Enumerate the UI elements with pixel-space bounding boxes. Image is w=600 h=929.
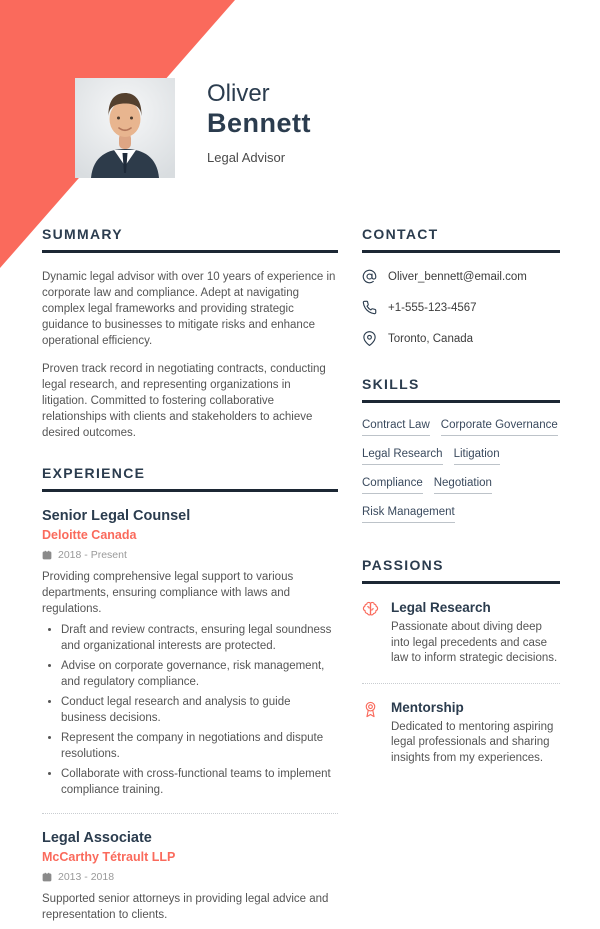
experience-job-2 bbox=[42, 830, 338, 923]
passion-description: Dedicated to mentoring aspiring legal professionals and sharing insights from my experiences. bbox=[391, 720, 554, 764]
award-icon bbox=[362, 701, 379, 723]
summary-section bbox=[42, 226, 338, 441]
summary-paragraph: Dynamic legal advisor with over 10 years of experience in corporate law and compliance. Adept at navigating complex legal frameworks and providing strategic guidance to businesses to mitigate risks and enhance operational efficiency. bbox=[42, 271, 336, 347]
header-job-title: Legal Advisor bbox=[207, 149, 286, 165]
passion-description: Passionate about diving deep into legal precedents and case law to inform strategic decisions. bbox=[391, 621, 558, 664]
job-bullet-list bbox=[61, 623, 338, 798]
phone-icon bbox=[362, 300, 377, 315]
summary-paragraph: Proven track record in negotiating contracts, conducting legal research, and representing organizations in litigation. Committed to fostering collaborative relationships with clients and stakeholders to achieve desired outcomes. bbox=[42, 363, 326, 439]
job-title: Legal Associate bbox=[42, 830, 152, 846]
contact-section bbox=[362, 226, 560, 346]
header-name-block bbox=[207, 80, 311, 165]
passion-body bbox=[391, 600, 560, 667]
passion-title: Legal Research bbox=[391, 600, 491, 615]
passion-item-2 bbox=[362, 700, 560, 767]
job-company: McCarthy Tétrault LLP bbox=[42, 850, 176, 864]
contact-email-row bbox=[362, 269, 560, 284]
skill-chip: Legal Research bbox=[362, 448, 443, 465]
contact-location: Toronto, Canada bbox=[388, 332, 474, 345]
job-bullet: • Conduct legal research and analysis to guide business decisions. bbox=[61, 695, 338, 726]
job-dates-row bbox=[42, 871, 338, 883]
section-rule bbox=[362, 581, 560, 584]
calendar-icon bbox=[42, 550, 52, 560]
experience-section bbox=[42, 465, 338, 923]
job-description: Providing comprehensive legal support to various departments, ensuring compliance with laws and regulations. bbox=[42, 571, 294, 615]
job-bullet: • Collaborate with cross-functional teams to implement compliance training. bbox=[61, 767, 338, 798]
summary-heading: SUMMARY bbox=[42, 226, 123, 242]
contact-location-row bbox=[362, 331, 560, 346]
last-name: Bennett bbox=[207, 107, 311, 138]
passion-body bbox=[391, 700, 560, 767]
dotted-divider bbox=[362, 683, 560, 684]
dotted-divider bbox=[42, 813, 338, 814]
job-description: Supported senior attorneys in providing legal advice and representation to clients. bbox=[42, 893, 329, 921]
left-column bbox=[42, 226, 338, 929]
first-name: Oliver bbox=[207, 80, 270, 107]
section-rule bbox=[362, 400, 560, 403]
job-bullet: • Represent the company in negotiations and dispute resolutions. bbox=[61, 731, 338, 762]
right-column bbox=[362, 226, 560, 929]
skill-chip: Litigation bbox=[454, 448, 500, 465]
job-title: Senior Legal Counsel bbox=[42, 508, 191, 524]
section-rule bbox=[362, 250, 560, 253]
skill-chip-list bbox=[362, 419, 560, 523]
section-rule bbox=[42, 489, 338, 492]
job-dates-row bbox=[42, 549, 338, 561]
contact-heading: CONTACT bbox=[362, 226, 439, 242]
passion-item-1 bbox=[362, 600, 560, 667]
experience-job-1 bbox=[42, 508, 338, 798]
profile-photo bbox=[75, 78, 175, 178]
section-rule bbox=[42, 250, 338, 253]
experience-heading: EXPERIENCE bbox=[42, 465, 146, 481]
calendar-icon bbox=[42, 872, 52, 882]
job-bullet: • Draft and review contracts, ensuring legal soundness and organizational interests are protected. bbox=[61, 623, 338, 654]
job-dates: 2013 - 2018 bbox=[58, 871, 115, 883]
skill-chip: Compliance bbox=[362, 477, 423, 494]
at-sign-icon bbox=[362, 269, 377, 284]
passions-section bbox=[362, 557, 560, 766]
brain-icon bbox=[362, 601, 379, 623]
skill-chip: Risk Management bbox=[362, 506, 455, 523]
contact-email: Oliver_bennett@email.com bbox=[388, 270, 527, 283]
job-company: Deloitte Canada bbox=[42, 528, 137, 542]
job-bullet: • Advise on corporate governance, risk management, and regulatory compliance. bbox=[61, 659, 338, 690]
job-dates: 2018 - Present bbox=[58, 549, 127, 561]
skill-chip: Contract Law bbox=[362, 419, 430, 436]
content-columns bbox=[42, 226, 560, 929]
skill-chip: Negotiation bbox=[434, 477, 492, 494]
passion-title: Mentorship bbox=[391, 699, 464, 715]
skill-chip: Corporate Governance bbox=[441, 419, 558, 436]
passions-heading: PASSIONS bbox=[362, 557, 444, 573]
contact-phone: +1-555-123-4567 bbox=[388, 301, 477, 314]
contact-phone-row bbox=[362, 300, 560, 315]
map-pin-icon bbox=[362, 331, 377, 346]
skills-heading: SKILLS bbox=[362, 376, 420, 392]
skills-section bbox=[362, 376, 560, 523]
profile-photo-illustration bbox=[75, 78, 175, 178]
